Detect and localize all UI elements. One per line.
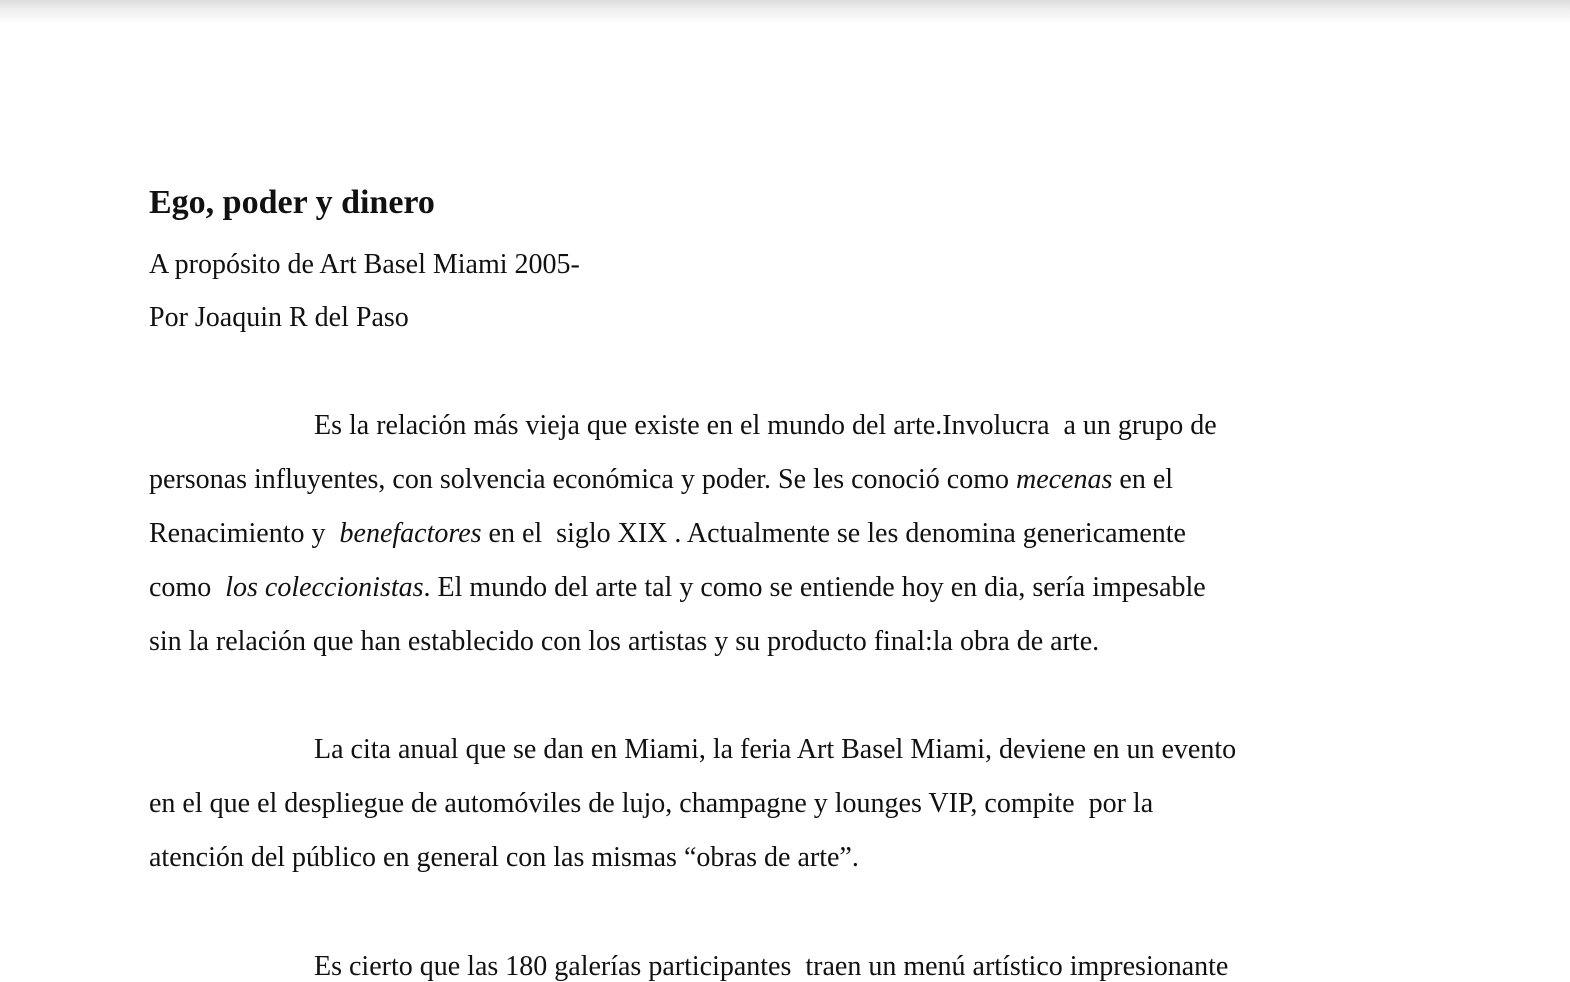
paragraph-1	[149, 399, 1409, 669]
paragraph-1-line-4-text-b: . El mundo del arte tal y como se entiende hoy en dia, sería impesable	[423, 572, 1206, 603]
paragraph-1-line-1: Es la relación más vieja que existe en el mundo del arte.Involucra a un grupo de	[314, 410, 1217, 441]
paragraph-2-line-3: atención del público en general con las mismas “obras de arte”.	[149, 842, 859, 873]
emphasis-los-coleccionistas: los coleccionistas	[225, 572, 424, 603]
paragraph-1-line-2-text-b: en el	[1112, 464, 1174, 495]
emphasis-mecenas: mecenas	[1015, 464, 1113, 495]
paragraph-1-line-4-text-a: como	[149, 572, 226, 603]
paragraph-1-line-2-text-a: personas influyentes, con solvencia económica y poder. Se les conoció como	[149, 464, 1016, 495]
paragraph-1-line-2	[149, 453, 1409, 507]
paragraph-3-line-1: Es cierto que las 180 galerías participantes traen un menú artístico impresionante	[314, 951, 1229, 982]
paragraph-2-line-2: en el que el despliegue de automóviles de lujo, champagne y lounges VIP, compite por la	[149, 788, 1154, 819]
paragraph-1-line-5: sin la relación que han establecido con los artistas y su producto final:la obra de arte.	[149, 626, 1100, 657]
paragraph-1-line-3-text-a: Renacimiento y	[149, 518, 340, 549]
paragraph-3	[149, 940, 1409, 982]
paragraph-2	[149, 723, 1409, 885]
paragraph-1-line-4	[149, 561, 1409, 615]
document-subtitle: A propósito de Art Basel Miami 2005-	[149, 249, 580, 280]
paragraph-1-line-3	[149, 507, 1409, 561]
emphasis-benefactores: benefactores	[339, 518, 482, 549]
paragraph-2-line-1: La cita anual que se dan en Miami, la feria Art Basel Miami, deviene en un evento	[314, 734, 1237, 765]
document-author: Por Joaquin R del Paso	[149, 302, 409, 333]
document-title: Ego, poder y dinero	[149, 184, 435, 221]
paragraph-1-line-3-text-b: en el siglo XIX . Actualmente se les denomina genericamente	[481, 518, 1186, 549]
